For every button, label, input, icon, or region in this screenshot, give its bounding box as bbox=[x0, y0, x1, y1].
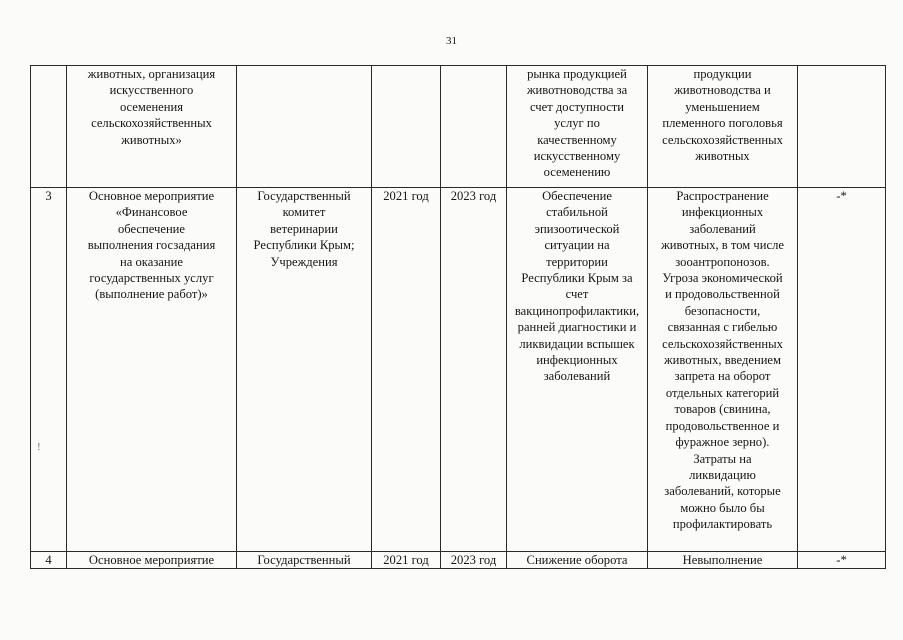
cell-measure-name: животных, организация искусственного осеменения сельскохозяйственных животных» bbox=[67, 66, 237, 188]
table-row bbox=[31, 552, 886, 569]
table-row bbox=[31, 66, 886, 188]
cell-measure-name: Основное мероприятие «Финансовое обеспечение выполнения госзадания на оказание государственных услуг (выполнение работ)» bbox=[67, 188, 237, 552]
cell-expected-result: Обеспечение стабильной эпизоотической ситуации на территории Республики Крым за счет вакцинопрофилактики, ранней диагностики и ликвидации вспышек инфекционных заболеваний bbox=[507, 188, 648, 552]
cell-link: -* bbox=[798, 188, 886, 552]
cell-end-year bbox=[441, 66, 507, 188]
cell-link: -* bbox=[798, 552, 886, 569]
cell-start-year: 2021 год bbox=[372, 188, 441, 552]
page-number: 31 bbox=[446, 35, 457, 47]
cell-consequences: Распространение инфекционных заболеваний животных, в том числе зооантропонозов. Угроза экономической и продовольственной безопасности, связанная с гибелью сельскохозяйственных животных, введением запрета на оборот отдельных категорий товаров (свинина, продовольственное и фуражное зерно). Затраты на ликвидацию заболеваний, которые можно было бы профилактировать bbox=[648, 188, 798, 552]
cell-consequences: Невыполнение bbox=[648, 552, 798, 569]
cell-expected-result: рынка продукцией животноводства за счет доступности услуг по качественному искусственному осеменению bbox=[507, 66, 648, 188]
cell-start-year: 2021 год bbox=[372, 552, 441, 569]
table-row bbox=[31, 188, 886, 552]
cell-executor bbox=[237, 66, 372, 188]
cell-consequences: продукции животноводства и уменьшением племенного поголовья сельскохозяйственных животных bbox=[648, 66, 798, 188]
cell-number: 4 bbox=[31, 552, 67, 569]
cell-number: 3 bbox=[31, 188, 67, 552]
cell-executor: Государственный комитет ветеринарии Республики Крым; Учреждения bbox=[237, 188, 372, 552]
cell-start-year bbox=[372, 66, 441, 188]
cell-executor: Государственный bbox=[237, 552, 372, 569]
cell-measure-name: Основное мероприятие bbox=[67, 552, 237, 569]
cell-end-year: 2023 год bbox=[441, 552, 507, 569]
cell-expected-result: Снижение оборота bbox=[507, 552, 648, 569]
measures-table bbox=[30, 65, 886, 569]
cell-link bbox=[798, 66, 886, 188]
margin-mark: ! bbox=[37, 441, 41, 453]
cell-number bbox=[31, 66, 67, 188]
cell-end-year: 2023 год bbox=[441, 188, 507, 552]
